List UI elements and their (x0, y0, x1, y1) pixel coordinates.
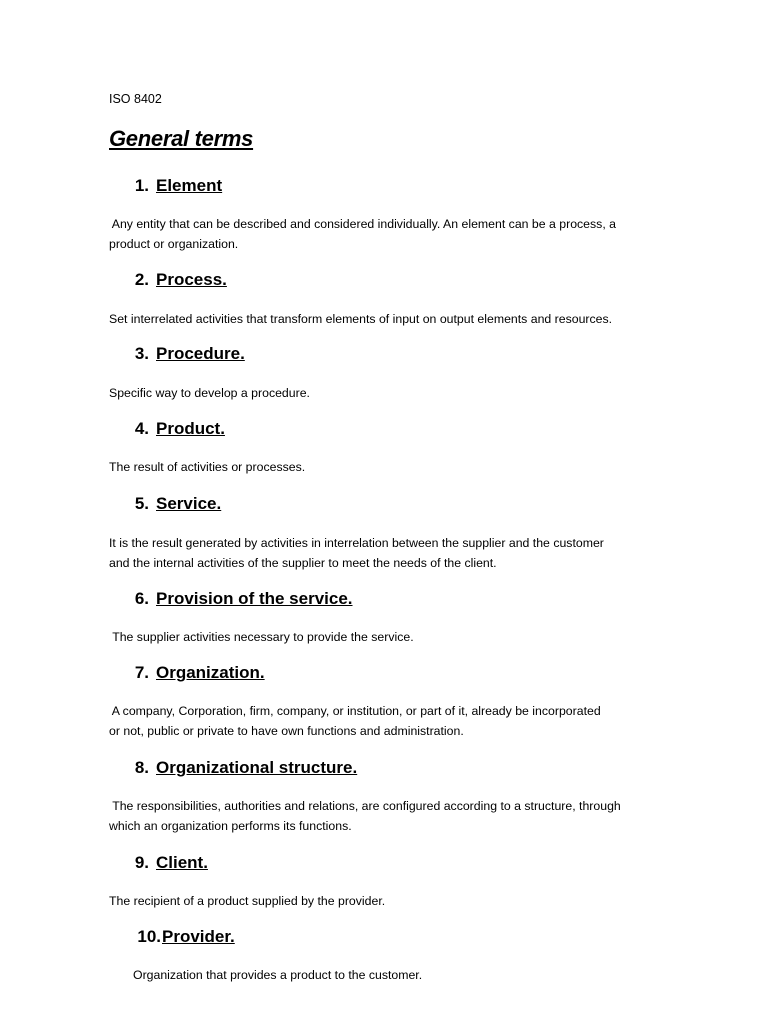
term-number: 7. (134, 663, 149, 682)
term-number: 6. (134, 589, 149, 608)
term-label: Product. (156, 419, 225, 438)
term-heading-provider (137, 927, 235, 947)
term-label: Procedure. (156, 344, 245, 363)
term-number: 8. (134, 758, 149, 777)
term-definition-line: and the internal activities of the supplier to meet the needs of the client. (109, 556, 497, 570)
term-heading-product (134, 419, 225, 439)
term-heading-provision-of-the-service (134, 589, 353, 609)
term-label: Organization. (156, 663, 265, 682)
term-label: Provision of the service. (156, 589, 353, 608)
term-definition-line: which an organization performs its functions. (109, 819, 352, 833)
term-definition-line: The recipient of a product supplied by the provider. (109, 894, 386, 908)
term-label: Process. (156, 270, 227, 289)
term-definition-line: It is the result generated by activities in interrelation between the supplier and the customer (109, 536, 604, 550)
term-definition-line: Any entity that can be described and considered individually. An element can be a process, a (109, 217, 616, 231)
term-definition-line: or not, public or private to have own functions and administration. (109, 724, 464, 738)
term-definition-line: Specific way to develop a procedure. (109, 386, 310, 400)
term-number: 1. (134, 176, 149, 195)
term-label: Organizational structure. (156, 758, 358, 777)
term-heading-procedure (134, 344, 245, 364)
term-definition-line: Organization that provides a product to the customer. (133, 968, 423, 982)
term-number: 2. (134, 270, 149, 289)
term-definition-line: Set interrelated activities that transform elements of input on output elements and resources. (109, 312, 613, 326)
term-number: 10. (137, 927, 161, 946)
term-heading-organizational-structure (134, 758, 358, 778)
term-definition-line: A company, Corporation, firm, company, or institution, or part of it, already be incorporated (109, 704, 601, 718)
term-heading-process (134, 270, 227, 290)
term-number: 3. (134, 344, 149, 363)
term-definition-line: The result of activities or processes. (109, 460, 306, 474)
term-definition-line: The responsibilities, authorities and relations, are configured according to a structure, through (109, 799, 621, 813)
term-label: Element (156, 176, 223, 195)
term-number: 9. (134, 853, 149, 872)
document-code: ISO 8402 (109, 92, 162, 106)
term-label: Service. (156, 494, 222, 513)
term-definition-line: The supplier activities necessary to provide the service. (109, 630, 414, 644)
term-heading-organization (134, 663, 265, 683)
term-heading-element (134, 176, 223, 196)
page-title: General terms (109, 126, 254, 151)
term-number: 5. (134, 494, 149, 513)
term-label: Client. (156, 853, 208, 872)
term-label: Provider. (162, 927, 235, 946)
term-heading-service (134, 494, 222, 514)
term-heading-client (134, 853, 208, 873)
term-number: 4. (134, 419, 149, 438)
term-definition-line: product or organization. (109, 237, 239, 251)
